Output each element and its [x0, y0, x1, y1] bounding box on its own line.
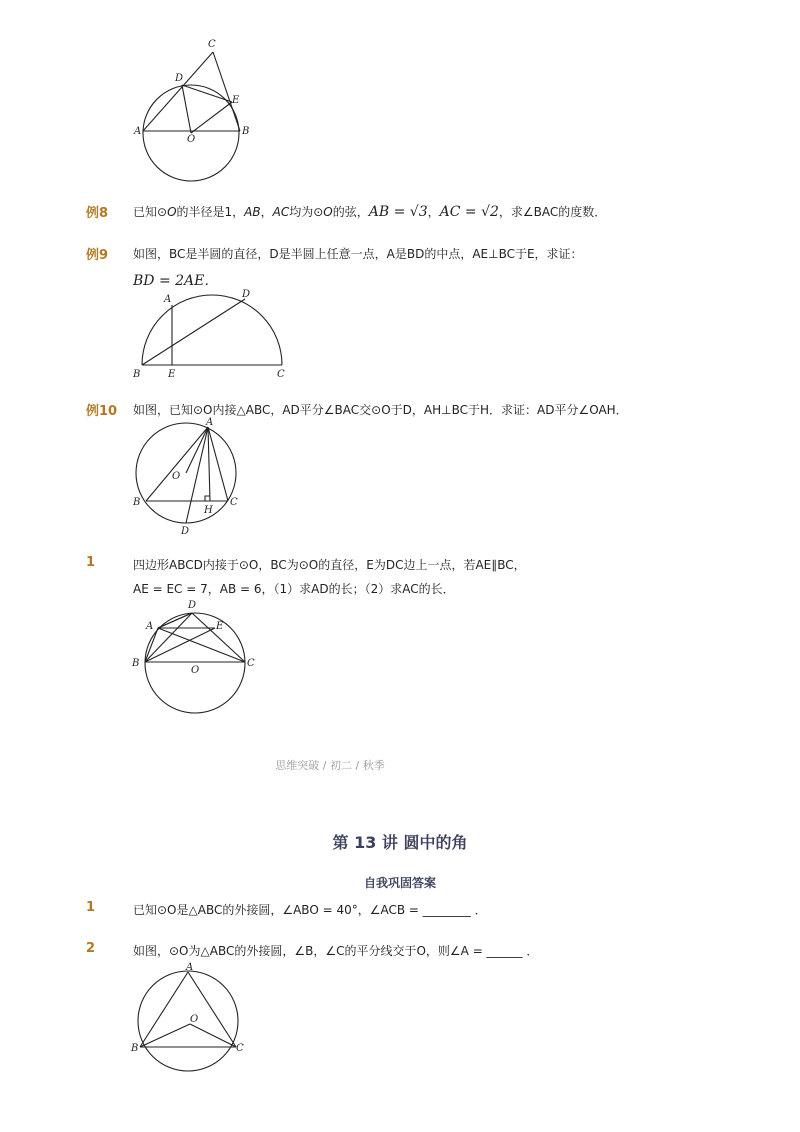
label-d: D — [175, 73, 184, 84]
segment-oe — [191, 102, 232, 133]
ex8-part: ， — [427, 205, 440, 219]
ex8-part: AC — [272, 205, 290, 219]
label-o: O — [190, 1014, 199, 1025]
label-o: O — [191, 665, 200, 676]
section-title: 自我巩固答案 — [363, 876, 436, 890]
ex8-part: 均为⊙ — [289, 205, 324, 219]
answer-2-line1: 如图，⊙O为△ABC的外接圆，∠B，∠C的平分线交于O，则∠A = ______ ． — [133, 944, 539, 958]
label-c: C — [247, 658, 255, 669]
example-8-label: 例8 — [86, 206, 109, 221]
question-1-label: 1 — [86, 555, 96, 570]
ex8-math-ab: AB = √3 — [368, 204, 428, 220]
question-1-line1: 四边形ABCD内接于⊙O，BC为⊙O的直径，E为DC边上一点，若AE∥BC， — [133, 558, 526, 572]
figure-example-10-circle — [128, 415, 248, 537]
answer-1-line1: 已知⊙O是△ABC的外接圆，∠ABO = 40°，∠ACB = ________ ． — [133, 903, 487, 917]
segment-cb — [213, 52, 240, 131]
ex8-part: 的弦， — [332, 205, 369, 219]
lecture-title: 第 13 讲 圆中的角 — [332, 833, 468, 852]
ex8-part: 已知⊙ — [133, 205, 168, 219]
label-b: B — [132, 658, 140, 669]
figure-answer-2-circle — [128, 960, 253, 1078]
question-1-line2: AE = EC = 7，AB = 6，（1）求AD的长；（2）求AC的长． — [133, 582, 455, 596]
label-c: C — [277, 369, 285, 380]
example-9-line1: 如图，BC是半圆的直径，D是半圆上任意一点，A是BD的中点，AE⊥BC于E，求证： — [133, 247, 583, 261]
page-footer: 思维突破 / 初二 / 秋季 — [275, 759, 385, 772]
label-c: C — [230, 497, 238, 508]
segment-bd — [142, 299, 245, 365]
label-b: B — [133, 497, 141, 508]
semicircle-arc — [142, 295, 282, 365]
label-b: B — [133, 369, 141, 380]
segment-ab — [146, 427, 208, 501]
ex8-part: ，求∠BAC的度数． — [498, 205, 607, 219]
ex8-math-ac: AC = √2 — [439, 204, 499, 220]
label-o: O — [187, 134, 196, 145]
segment-ac — [188, 972, 236, 1047]
circle-o — [138, 971, 238, 1071]
label-c: C — [236, 1043, 244, 1054]
label-a: A — [146, 621, 154, 632]
ex8-part: ， — [260, 205, 273, 219]
label-c: C — [208, 39, 216, 50]
label-a: A — [164, 294, 172, 305]
label-b: B — [131, 1043, 139, 1054]
segment-da — [158, 613, 192, 628]
segment-ac — [158, 628, 245, 662]
ex8-part: O — [167, 205, 177, 219]
label-d: D — [181, 526, 190, 537]
ex8-part: AB — [244, 205, 261, 219]
label-b: B — [242, 126, 250, 137]
example-10-label: 例10 — [86, 404, 118, 419]
segment-ah — [208, 427, 210, 501]
label-a: A — [186, 962, 194, 973]
label-h: H — [204, 505, 213, 516]
figure-example-9-semicircle — [130, 285, 290, 380]
answer-1-label: 1 — [86, 900, 96, 915]
ex8-part: 的半径是1， — [176, 205, 245, 219]
label-e: E — [232, 95, 240, 106]
label-e: E — [216, 621, 224, 632]
label-o: O — [172, 471, 181, 482]
label-e: E — [168, 369, 176, 380]
example-10-line1: 如图，已知⊙O内接△ABC，AD平分∠BAC交⊙O于D，AH⊥BC于H．求证：AD平分∠OAH． — [133, 403, 628, 417]
segment-ac — [208, 427, 228, 501]
example-9-label: 例9 — [86, 248, 109, 263]
label-a: A — [134, 126, 142, 137]
figure-top-circle — [130, 35, 260, 185]
label-d: D — [188, 600, 197, 611]
figure-question-1-circle — [128, 596, 268, 718]
segment-do — [182, 85, 191, 133]
answer-2-label: 2 — [86, 941, 96, 956]
ex8-part: O — [323, 205, 333, 219]
right-angle-mark — [205, 496, 210, 501]
example-9-line2: BD = 2AE． — [133, 273, 219, 289]
label-d: D — [242, 289, 251, 300]
label-a: A — [206, 417, 214, 428]
example-8-text — [133, 203, 606, 220]
